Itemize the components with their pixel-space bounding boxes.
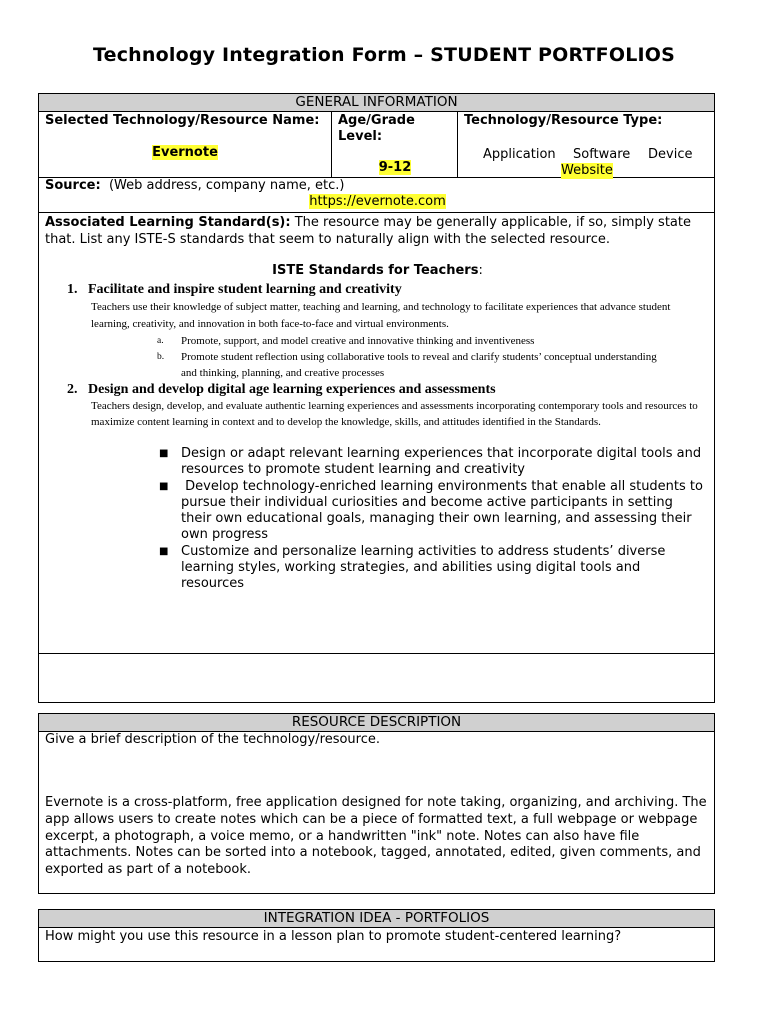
std1-item-a-text: Promote, support, and model creative and innovative thinking and inventiveness: [181, 335, 535, 347]
std2-bullet-1: Design or adapt relevant learning experiences that incorporate digital tools and resources to promote student learning and creativity: [181, 446, 702, 478]
age-cell: [331, 112, 457, 177]
std2-bullet-3: Customize and personalize learning activities to address students’ diverse learning styles, working strategies, and abilities using digital tools and resources: [181, 543, 666, 592]
age-value: 9-12: [378, 160, 412, 175]
std1-item-b-text: Promote student reflection using collaborative tools to reveal and clarify students’ conceptual understanding and thinking, planning, and creative processes: [181, 351, 657, 379]
integration-idea-section: [38, 909, 715, 962]
list-item: [39, 544, 704, 593]
empty-row: [39, 654, 714, 704]
standards-paragraph: [45, 214, 710, 248]
age-label: Age/Grade Level:: [338, 113, 415, 144]
type-option-website: Website: [561, 163, 613, 178]
iste-heading: ISTE Standards for Teachers: [272, 263, 479, 278]
source-value: https://evernote.com: [309, 194, 446, 209]
std2-bullet-list: [39, 446, 708, 593]
integration-idea-heading: INTEGRATION IDEA - PORTFOLIOS: [39, 910, 714, 928]
list-item: [39, 478, 708, 544]
std1-title: Facilitate and inspire student learning and creativity: [88, 282, 402, 297]
square-bullet-icon: ■: [159, 448, 169, 459]
standards-row: [39, 213, 714, 654]
technology-row: [39, 112, 714, 178]
std1-item-a: [157, 333, 667, 349]
std1-item-b: [157, 349, 667, 381]
integration-prompt: How might you use this resource in a lesson plan to promote student-centered learning?: [45, 929, 622, 944]
type-option-device: Device: [648, 147, 693, 162]
source-hint: (Web address, company name, etc.): [108, 178, 345, 193]
standards-text: The resource may be generally applicable, if so, simply state that. List any ISTE-S standards that seem to naturally align with the selected resource.: [45, 215, 691, 247]
square-bullet-icon: ■: [159, 545, 169, 557]
type-cell: [457, 112, 714, 177]
resource-description-section: [38, 713, 715, 894]
std1-item-b-marker: b.: [157, 352, 165, 362]
std2-title-row: [67, 381, 496, 398]
std1-title-row: [67, 281, 402, 298]
std1-item-a-marker: a.: [157, 336, 164, 346]
list-item: [39, 446, 704, 479]
std2-bullet-2: Develop technology-enriched learning environments that enable all students to pursue their individual curiosities and become active participants in setting their own educational goals, managing their own learning, and assessing their own progress: [181, 478, 708, 543]
std2-description: Teachers design, develop, and evaluate authentic learning experiences and assessments incorporating contemporary tools and resources to maximize content learning in context and to develop the knowledge, skills, and attitudes identified in the Standards.: [91, 400, 698, 429]
general-information-heading: GENERAL INFORMATION: [39, 94, 714, 112]
general-information-section: [38, 93, 715, 703]
type-option-application: Application: [483, 147, 556, 162]
page-title: Technology Integration Form – STUDENT PORTFOLIOS: [92, 44, 676, 66]
source-row: [39, 178, 714, 213]
standards-label: Associated Learning Standard(s):: [45, 215, 291, 230]
std2-number: 2.: [67, 382, 78, 397]
type-label: Technology/Resource Type:: [464, 113, 663, 128]
square-bullet-icon: ■: [159, 480, 169, 492]
std1-description: Teachers use their knowledge of subject matter, teaching and learning, and technology to facilitate experiences that advance student learning, creativity, and innovation in both face-to-face and virtual environments.: [91, 301, 671, 330]
resource-prompt: Give a brief description of the technology/resource.: [45, 732, 380, 747]
source-label: Source:: [45, 178, 101, 193]
tech-name-value: Evernote: [152, 145, 218, 160]
resource-description-heading: RESOURCE DESCRIPTION: [39, 714, 714, 732]
std1-number: 1.: [67, 282, 78, 297]
tech-name-label: Selected Technology/Resource Name:: [45, 113, 320, 128]
iste-heading-colon: :: [478, 263, 483, 278]
resource-body: Evernote is a cross-platform, free application designed for note taking, organizing, and archiving. The app allows users to create notes which can be a piece of formatted text, a full webpage or webpage excerpt, a photograph, a voice memo, or a handwritten "ink" note. Notes can also have file attachments. Notes can be sorted into a notebook, tagged, annotated, edited, given comments, and exported as part of a notebook.: [45, 795, 707, 878]
std2-title: Design and develop digital age learning experiences and assessments: [88, 382, 496, 397]
type-option-software: Software: [573, 147, 631, 162]
tech-name-cell: [39, 112, 331, 177]
